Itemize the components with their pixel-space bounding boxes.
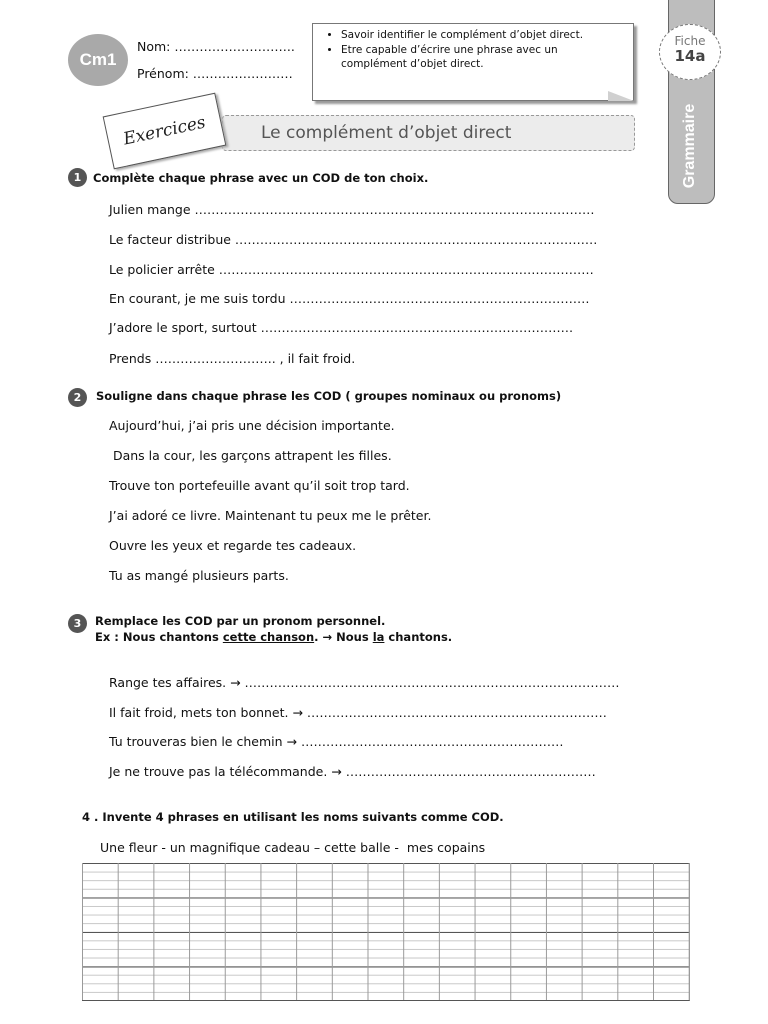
exercise-2-line: Aujourd’hui, j’ai pris une décision importante. bbox=[109, 418, 395, 433]
exercise-3-instruction: Remplace les COD par un pronom personnel. bbox=[95, 614, 386, 628]
subject-tab-label: Grammaire bbox=[681, 103, 698, 189]
prenom-field: Prénom: …………………… bbox=[137, 66, 293, 81]
exercise-3-number: 3 bbox=[68, 614, 87, 633]
exercise-2-line: Ouvre les yeux et regarde tes cadeaux. bbox=[109, 538, 357, 553]
exercise-3-line: Je ne trouve pas la télécommande. → …………………………………………………… bbox=[109, 764, 596, 779]
example-middle: . → Nous bbox=[314, 630, 373, 644]
fiche-number: 14a bbox=[674, 47, 706, 65]
exercise-3-line: Range tes affaires. → ……………………………………………………………………………… bbox=[109, 675, 620, 690]
objective-item: • Etre capable d’écrire une phrase avec un complément d’objet direct. bbox=[341, 43, 625, 71]
example-cod: cette chanson bbox=[222, 630, 315, 644]
fiche-label: Fiche bbox=[674, 34, 706, 48]
writing-grid bbox=[82, 863, 690, 1001]
exercise-2-number: 2 bbox=[68, 388, 87, 407]
exercise-1-instruction: Complète chaque phrase avec un COD de ton choix. bbox=[93, 171, 429, 185]
exercise-4-nouns: Une fleur - un magnifique cadeau – cette balle - mes copains bbox=[100, 840, 486, 855]
example-suffix: chantons. bbox=[384, 630, 453, 644]
exercise-2-line: Trouve ton portefeuille avant qu’il soit trop tard. bbox=[109, 478, 410, 493]
nom-field: Nom: ……………………….. bbox=[137, 39, 295, 54]
exercise-3-example bbox=[95, 630, 452, 644]
page-fold bbox=[608, 91, 634, 101]
objectives-box bbox=[312, 23, 634, 101]
exercices-card: Exercices bbox=[103, 93, 227, 170]
exercise-1-line: En courant, je me suis tordu ……………………………………………………………… bbox=[109, 291, 590, 306]
exercise-1-number: 1 bbox=[68, 168, 87, 187]
exercise-1-line: Julien mange …………………………………………………………………………………… bbox=[109, 202, 595, 217]
exercise-1-line: J’adore le sport, surtout ………………………………………………………………… bbox=[109, 320, 574, 335]
exercise-1-line: Prends ……………………….. , il fait froid. bbox=[109, 351, 356, 366]
exercise-2-line: Dans la cour, les garçons attrapent les filles. bbox=[109, 448, 392, 463]
exercise-1-line: Le facteur distribue …………………………………………………………………………… bbox=[109, 232, 598, 247]
exercise-2-line: J’ai adoré ce livre. Maintenant tu peux me le prêter. bbox=[109, 508, 432, 523]
exercise-2-line: Tu as mangé plusieurs parts. bbox=[109, 568, 289, 583]
objective-item: • Savoir identifier le complément d’objet direct. bbox=[341, 28, 625, 42]
exercise-2-instruction: Souligne dans chaque phrase les COD ( groupes nominaux ou pronoms) bbox=[96, 389, 562, 403]
exercise-3-line: Tu trouveras bien le chemin → ……………………………………………………… bbox=[109, 734, 564, 749]
exercise-3-line: Il fait froid, mets ton bonnet. → ……………………………………………………………… bbox=[109, 705, 607, 720]
level-badge: Cm1 bbox=[68, 34, 128, 86]
example-prefix: Ex : Nous chantons bbox=[95, 630, 223, 644]
page-title: Le complément d’objet direct bbox=[222, 115, 635, 151]
exercise-4-instruction: 4 . Invente 4 phrases en utilisant les noms suivants comme COD. bbox=[82, 810, 504, 824]
fiche-badge bbox=[659, 24, 721, 80]
exercise-1-line: Le policier arrête ……………………………………………………………………………… bbox=[109, 262, 594, 277]
example-pronoun: la bbox=[372, 630, 385, 644]
